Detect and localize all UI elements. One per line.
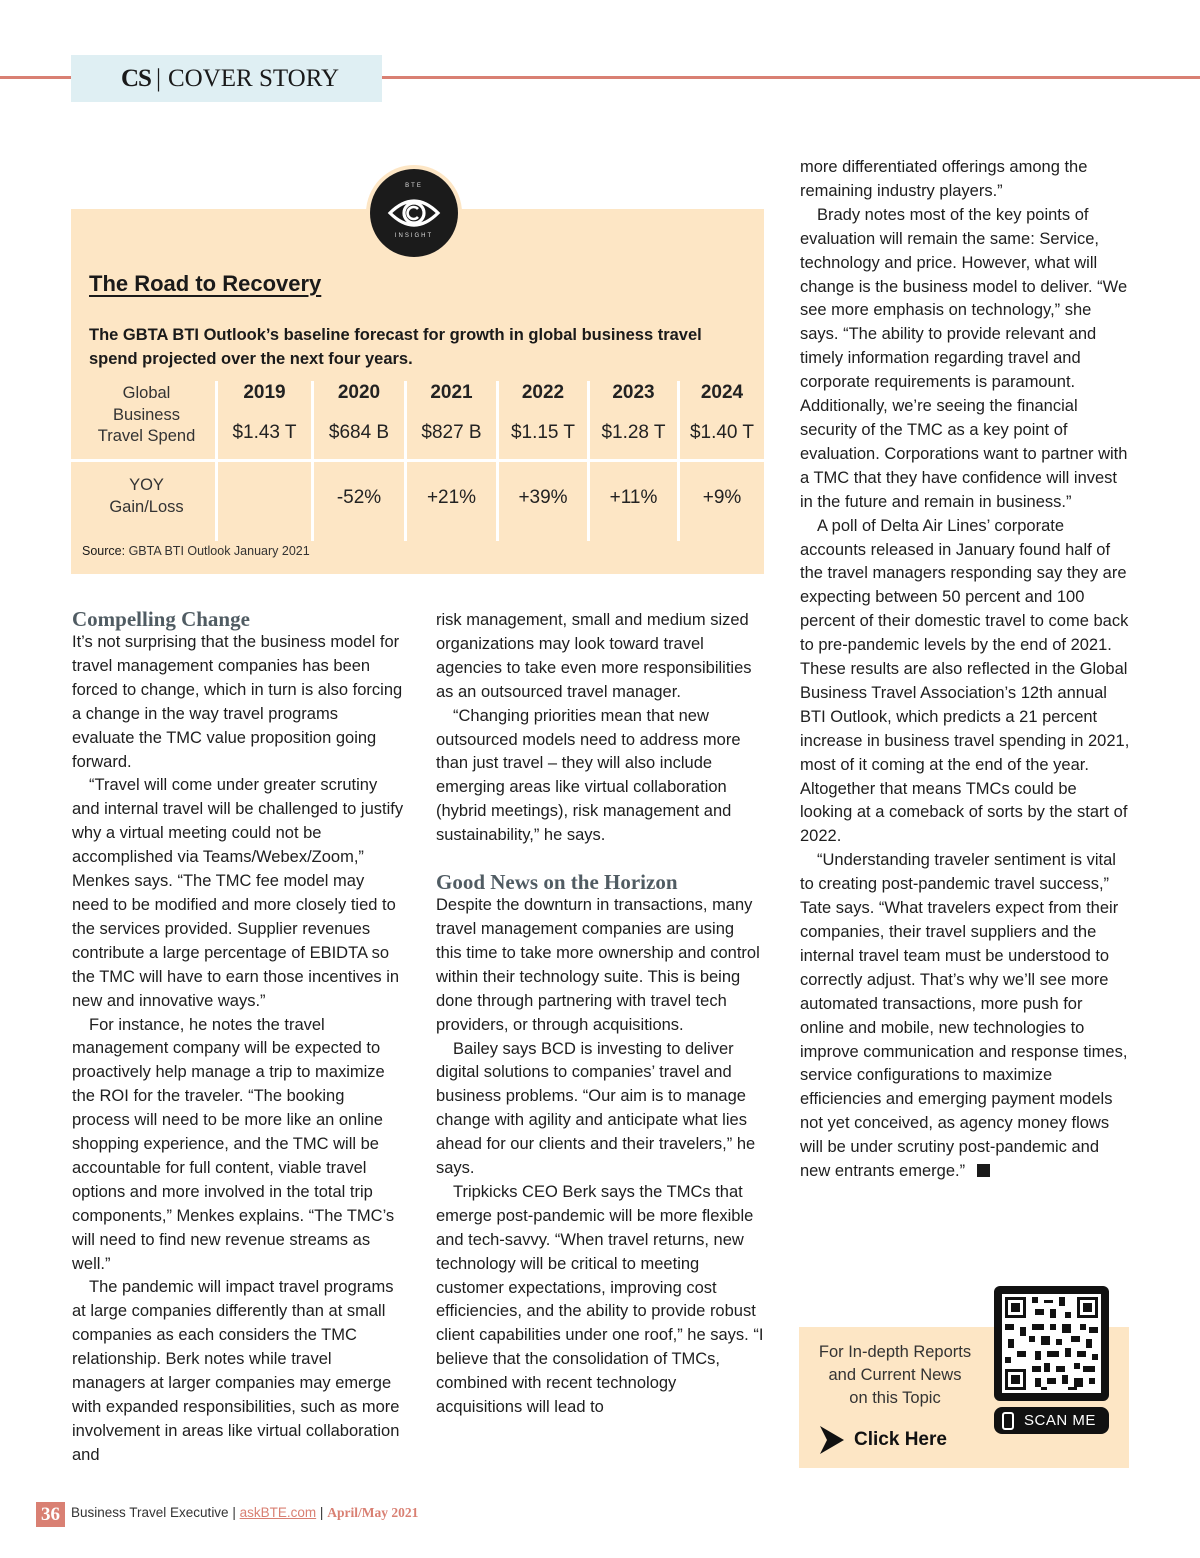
table-vline <box>496 381 499 541</box>
end-mark-icon <box>977 1164 990 1177</box>
yoy-value: +9% <box>702 487 742 508</box>
row-label-yoy: YOY Gain/Loss <box>109 476 184 516</box>
article-column-3 <box>800 156 1130 1184</box>
spend-value: $827 B <box>421 422 482 443</box>
scan-me-label[interactable] <box>994 1407 1109 1434</box>
table-divider <box>71 459 764 462</box>
phone-icon <box>1002 1412 1014 1430</box>
paragraph-text: “Understanding traveler sentiment is vital to creating post-pandemic travel success,” Tate says. “What travelers expect from their companies, their travel suppliers and the internal travel team must be understood to correctly adjust. That’s why we’ll see more automated transactions, more push for online and mobile, new technologies to improve communication and response times, service configurations to maximize efficiencies and emerging payment models not yet conceived, as agency money flows will be under scrutiny post-pandemic and new entrants emerge.” <box>800 851 1128 1181</box>
year-header: 2024 <box>700 382 744 403</box>
website-link[interactable]: askBTE.com <box>239 1505 317 1520</box>
paragraph <box>800 849 1130 1184</box>
yoy-value: +11% <box>609 487 658 508</box>
subhead-compelling-change: Compelling Change <box>72 607 250 631</box>
sidebar-subtitle: The GBTA BTI Outlook’s baseline forecast for growth in global business travel spend projected over the next four years. <box>89 326 702 368</box>
table-vline <box>215 381 218 541</box>
footer-separator: | <box>319 1505 324 1520</box>
promo-text: For In-depth Reports and Current News on this Topic <box>818 1343 972 1407</box>
section-name: COVER STORY <box>167 64 340 92</box>
paragraph: For instance, he notes the travel management company will be expected to proactively help manage a trip to maximize the ROI for the traveler. “The booking process will need to be more like an online shopping experience, and the TMC will be accountable for full content, viable travel options and more involved in the total trip components,” Menkes explains. “The TMC’s will need to find new revenue streams as well.” <box>72 1015 395 1273</box>
subhead-good-news: Good News on the Horizon <box>436 870 678 895</box>
table-vline <box>677 381 680 541</box>
badge-top-text: BTE <box>405 183 423 189</box>
paragraph: Brady notes most of the key points of evaluation will remain the same: Service, technology and price. However, what will change is the business model to deliver. “We see more emphasis on technology,” she says. “The ability to provide relevant and timely information regarding travel and corporate requirements is paramount. Additionally, we’re seeing the financial security of the TMC as a key point of evaluation. Corporations want to partner with a TMC that they have confidence will invest in the future and remain in business.” <box>800 205 1128 511</box>
year-header: 2021 <box>430 382 473 403</box>
source-text: GBTA BTI Outlook January 2021 <box>128 544 310 558</box>
spend-value: $1.40 T <box>689 422 755 443</box>
spend-value: $684 B <box>328 422 390 443</box>
qr-code[interactable] <box>994 1286 1109 1401</box>
eye-icon <box>370 169 458 257</box>
sidebar-source <box>82 544 310 558</box>
publication-name: Business Travel Executive <box>71 1505 229 1520</box>
year-header: 2022 <box>521 382 565 403</box>
qr-code-icon <box>1002 1294 1101 1393</box>
insight-badge <box>370 169 458 257</box>
row-label-spend: Global Business Travel Spend <box>97 384 196 445</box>
section-header <box>71 55 382 102</box>
paragraph: more differentiated offerings among the remaining industry players.” <box>800 158 1088 200</box>
year-header: 2019 <box>243 382 286 403</box>
issue-date: April/May 2021 <box>327 1505 419 1520</box>
header-rule-left <box>0 76 71 79</box>
table-vline <box>587 381 590 541</box>
paragraph: risk management, small and medium sized organizations may look toward travel agencies to take even more responsibilities as an outsourced travel manager. <box>436 611 752 701</box>
spend-value: $1.15 T <box>510 422 576 443</box>
paragraph: The pandemic will impact travel programs at large companies differently than at small companies as each considers the TMC relationship. Berk notes while travel managers at larger companies may emerge with expanded responsibilities, such as more involvement in areas like virtual collaboration and <box>72 1278 400 1464</box>
paragraph: Despite the downturn in transactions, many travel management companies are using this time to take more ownership and control within their technology suite. This is being done through partnering with travel tech providers, or through acquisitions. <box>436 896 760 1034</box>
source-label: Source: <box>82 544 126 558</box>
yoy-value: +39% <box>518 487 568 508</box>
table-vline <box>404 381 407 541</box>
sidebar-title: The Road to Recovery <box>89 271 322 296</box>
article-column-2 <box>436 609 764 1420</box>
paragraph: Tripkicks CEO Berk says the TMCs that emerge post-pandemic will be more flexible and tech-savvy. “When travel returns, new technology will be critical to meeting customer expectations, improving cost efficiencies, and the ability to provide robust client capabilities under one roof,” he says. “I believe that the consolidation of TMCs, combined with recent technology acquisitions will lead to <box>436 1182 764 1417</box>
yoy-value: +21% <box>426 487 477 508</box>
section-separator: | <box>155 64 161 92</box>
paragraph: “Travel will come under greater scrutiny and internal travel will be challenged to justify why a virtual meeting could not be accomplished via Teams/Webex/Zoom,” Menkes says. “The TMC fee model may need to be modified and more closely tied to the services provided. Supplier revenues contribute a large percentage of EBIDTA so the TMC will have to earn those incentives in new and innovative ways.” <box>72 776 404 1010</box>
section-code: CS <box>121 64 151 92</box>
footer <box>71 1505 418 1521</box>
click-here-link[interactable] <box>818 1425 947 1455</box>
spend-value: $1.28 T <box>601 422 666 443</box>
paragraph: A poll of Delta Air Lines’ corporate accounts released in January found half of the travel managers responding say they are expecting between 50 percent and 100 percent of their domestic travel to come back to pre-pandemic levels by the end of 2021. These results are also reflected in the Global Business Travel Association’s 12th annual BTI Outlook, which predicts a 21 percent increase in business travel spending in 2021, most of it coming at the end of the year. Altogether that means TMCs could be looking at a comeback of sorts by the start of 2022. <box>800 516 1130 846</box>
paragraph: Bailey says BCD is investing to deliver digital solutions to companies’ travel and business problems. “Our aim is to manage change with agility and anticipate what lies ahead for our clients and their travelers,” he says. <box>436 1039 756 1178</box>
year-header: 2023 <box>612 382 655 403</box>
header-rule-right <box>382 76 1200 79</box>
table-vline <box>311 381 314 541</box>
article-column-1 <box>72 607 404 1468</box>
paragraph: “Changing priorities mean that new outsourced models need to address more than just travel – they will also include emerging areas like virtual collaboration (hybrid meetings), risk management and sustainability,” he says. <box>436 706 741 845</box>
arrow-icon <box>818 1425 846 1455</box>
scan-me-text: SCAN ME <box>1024 1412 1096 1429</box>
yoy-value: -52% <box>336 487 382 508</box>
footer-separator: | <box>232 1505 236 1520</box>
click-here-label: Click Here <box>854 1429 947 1450</box>
badge-bottom-text: INSIGHT <box>394 233 434 239</box>
year-header: 2020 <box>337 382 381 403</box>
spend-value: $1.43 T <box>232 422 297 443</box>
page-number: 36 <box>36 1502 65 1527</box>
paragraph: It’s not surprising that the business model for travel management companies has been forced to change, which in turn is also forcing a change in the way travel programs evaluate the TMC value proposition going forward. <box>72 633 403 771</box>
